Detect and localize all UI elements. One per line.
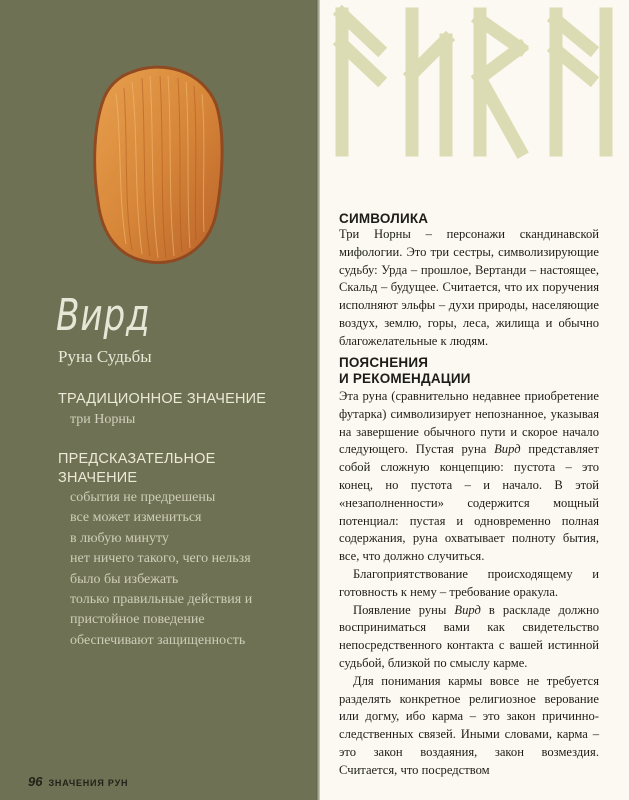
traditional-meaning-value: три Норны bbox=[70, 412, 136, 427]
rune-subtitle: Руна Судьбы bbox=[58, 347, 152, 366]
list-item: только правильные действия и bbox=[70, 592, 253, 608]
explanation-paragraph-1: Эта руна (сравнительно недавнее приобретение футарка) символизирует непознанное, указывая на завершение обычного пути и скорое начало следующего. Пустая руна Вирд представляет собой сложную концепцию: пустота – это конец, но пустота – и начало. В этой «незаполненности» содержится мощный потенциал: пустая и одновременно полная содержания, руна охватывает полноту бытия, все, что должно случиться. bbox=[339, 389, 599, 564]
rune-name-title: Вирд bbox=[56, 290, 151, 341]
symbolism-paragraph: Три Норны – персонажи скандинавской мифологии. Это три сестры, символизирующие судьбу: Урда – прошлое, Вертанди – настоящее, Скальд – будущее. Считается, что их поручения исполняют эльфы – духи природы, населяющие воздух, землю, горы, леса, жилища и обычно благожелательные к людям. bbox=[339, 227, 599, 348]
explanations-text bbox=[339, 388, 599, 780]
list-item: все может измениться bbox=[70, 510, 202, 526]
symbolism-text bbox=[339, 226, 599, 351]
prediction-heading-line2: ЗНАЧЕНИЕ bbox=[58, 470, 138, 486]
running-title: ЗНАЧЕНИЯ РУН bbox=[48, 778, 129, 788]
explanations-heading-line2: И РЕКОМЕНДАЦИИ bbox=[339, 371, 471, 386]
decorative-rune-band bbox=[320, 0, 629, 190]
traditional-meaning-heading: ТРАДИЦИОННОЕ ЗНАЧЕНИЕ bbox=[58, 391, 267, 407]
page-footer bbox=[28, 773, 128, 791]
symbolism-heading: СИМВОЛИКА bbox=[339, 211, 429, 226]
prediction-heading-line1: ПРЕДСКАЗАТЕЛЬНОЕ bbox=[58, 451, 216, 467]
explanation-paragraph-3: Появление руны Вирд в раскладе должно восприниматься вами как свидетельство непосредственного контакта с вашей истинной судьбой, близкой по смыслу карме. bbox=[339, 602, 599, 670]
explanation-paragraph-4: Для понимания кармы вовсе не требуется разделять конкретное религиозное верование или догму, ибо карма – это закон причинно-следственных связей. Иными словами, карма – это закон воздаяния, закон возмездия. Считается, что посредством bbox=[339, 673, 599, 777]
list-item: нет ничего такого, чего нельзя bbox=[70, 551, 251, 567]
list-item: было бы избежать bbox=[70, 571, 179, 587]
list-item: пристойное поведение bbox=[70, 612, 205, 628]
explanation-paragraph-2: Благоприятствование происходящему и готовность к нему – требование оракула. bbox=[339, 566, 599, 599]
explanations-heading-line1: ПОЯСНЕНИЯ bbox=[339, 355, 429, 370]
list-item: события не предрешены bbox=[70, 490, 216, 505]
list-item: обеспечивают защищенность bbox=[70, 632, 246, 648]
page-number: 96 bbox=[28, 774, 43, 789]
prediction-list bbox=[70, 488, 252, 651]
list-item: в любую минуту bbox=[70, 530, 169, 546]
rune-stone-image bbox=[92, 64, 224, 266]
